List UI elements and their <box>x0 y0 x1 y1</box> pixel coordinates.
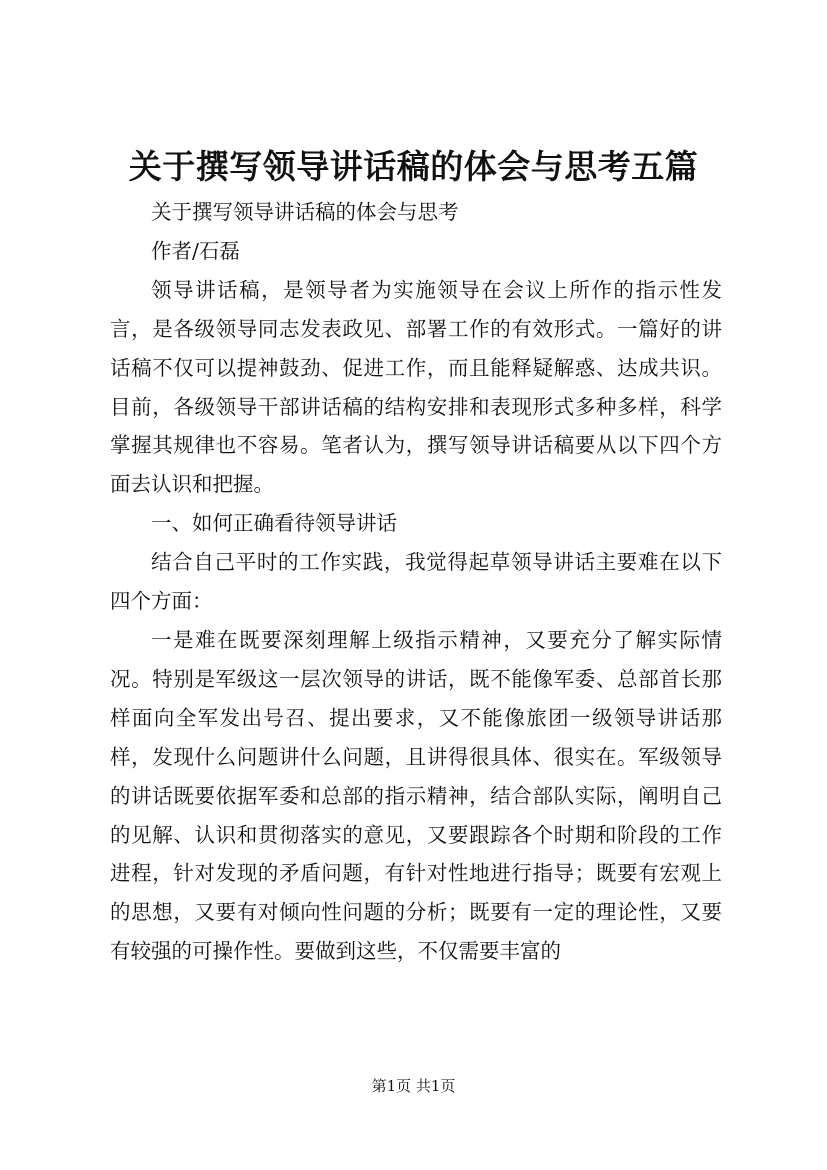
document-body <box>110 193 722 971</box>
page-footer: 第1页 共1页 <box>371 1077 456 1095</box>
paragraph: 领导讲话稿，是领导者为实施领导在会议上所作的指示性发言，是各级领导同志发表政见、部署工作的有效形式。一篇好的讲话稿不仅可以提神鼓劲、促进工作，而且能释疑解惑、达成共识。目前，各级领导干部讲话稿的结构安排和表现形式多种多样，科学掌握其规律也不容易。笔者认为，撰写领导讲话稿要从以下四个方面去认识和把握。 <box>110 277 722 497</box>
document-title: 关于撰写领导讲话稿的体会与思考五篇 <box>128 147 699 186</box>
paragraph: 一是难在既要深刻理解上级指示精神，又要充分了解实际情况。特别是军级这一层次领导的讲话，既不能像军委、总部首长那样面向全军发出号召、提出要求，又不能像旅团一级领导讲话那样，发现什么问题讲什么问题，且讲得很具体、很实在。军级领导的讲话既要依据军委和总部的指示精神，结合部队实际，阐明自己的见解、认识和贯彻落实的意见，又要跟踪各个时期和阶段的工作进程，针对发现的矛盾问题，有针对性地进行指导；既要有宏观上的思想，又要有对倾向性问题的分析；既要有一定的理论性，又要有较强的可操作性。要做到这些，不仅需要丰富的 <box>110 627 722 964</box>
paragraph: 结合自己平时的工作实践，我觉得起草领导讲话主要难在以下四个方面： <box>110 550 722 614</box>
section-heading: 一、如何正确看待领导讲话 <box>151 511 397 536</box>
author-line: 作者/石磊 <box>151 238 240 263</box>
subtitle: 关于撰写领导讲话稿的体会与思考 <box>151 200 459 224</box>
